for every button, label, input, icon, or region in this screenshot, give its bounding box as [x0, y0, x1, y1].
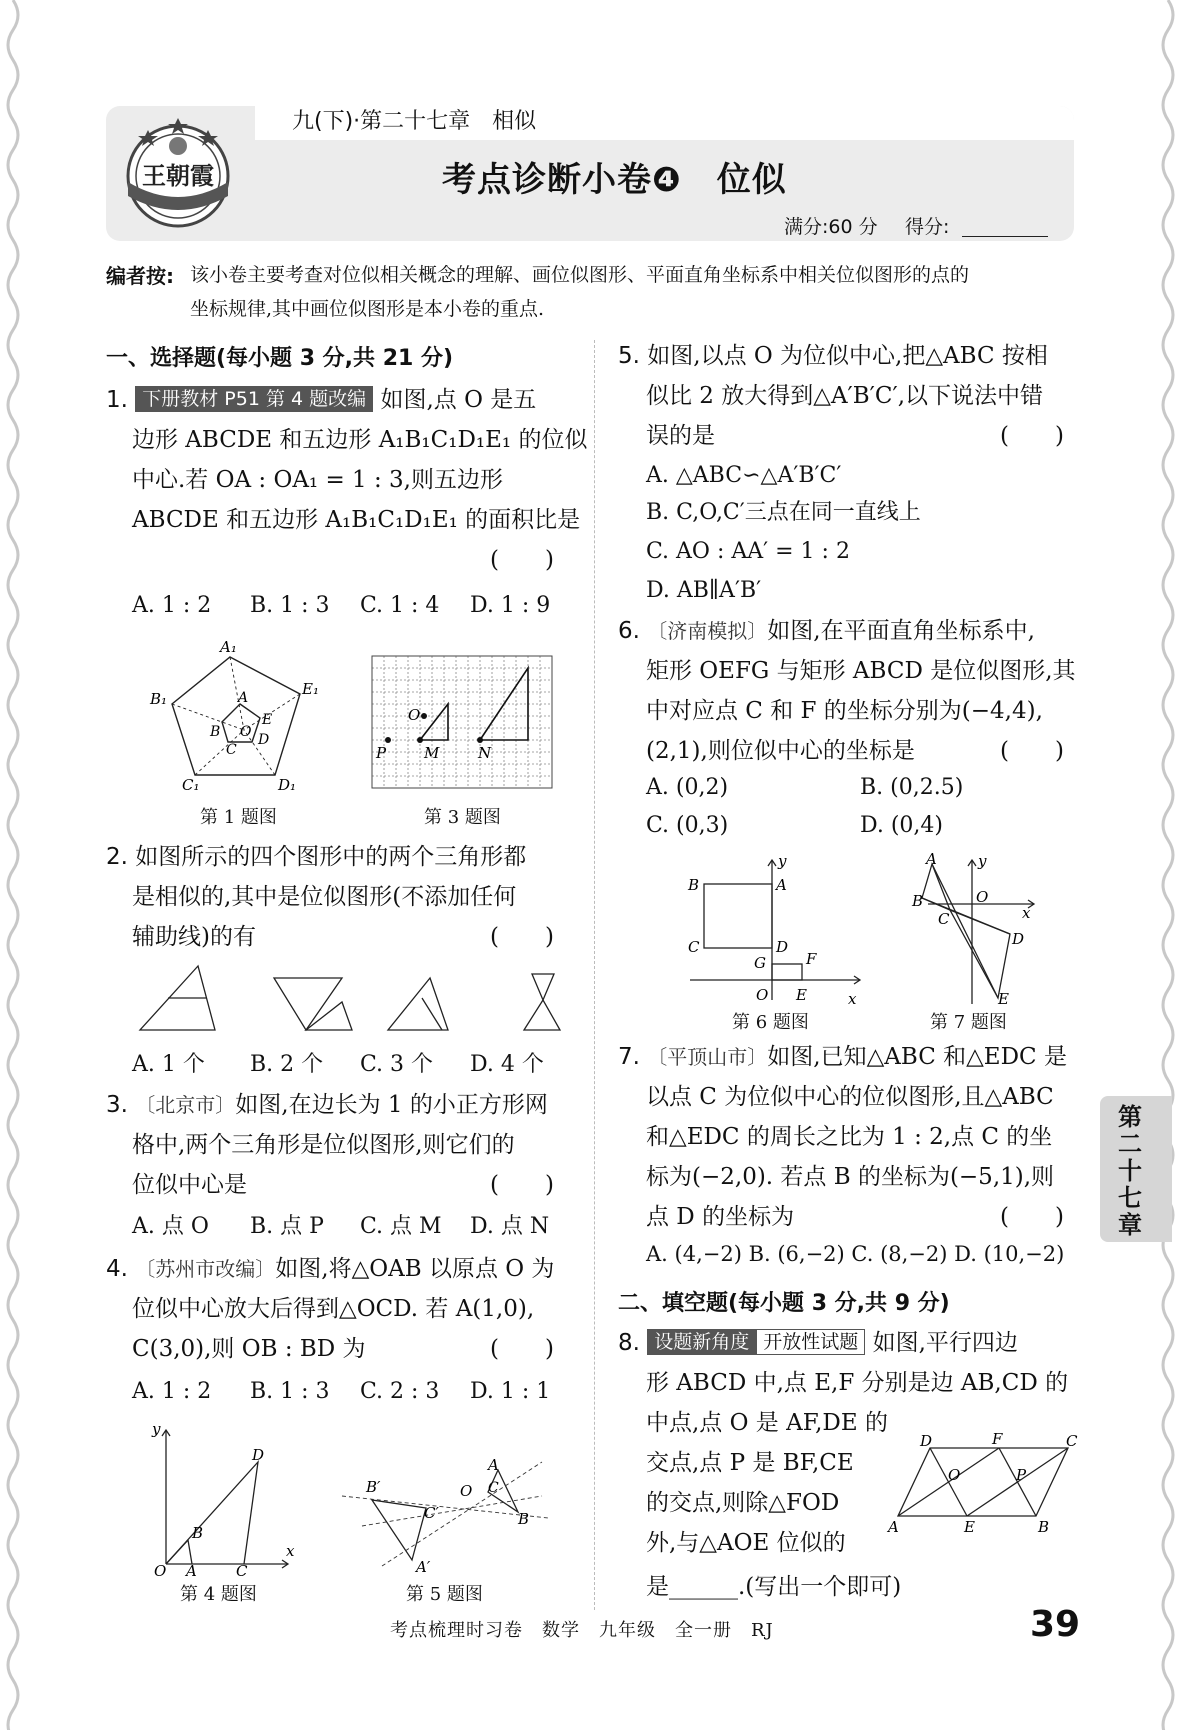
q4-option-a[interactable]: A. 1 : 2	[132, 1379, 212, 1404]
svg-text:D: D	[776, 938, 789, 956]
q8-line5: 的交点,则除△FOD	[646, 1490, 840, 1516]
svg-text:M: M	[424, 744, 440, 762]
q5-option-b[interactable]: B. C,O,C′三点在同一直线上	[646, 500, 921, 525]
section1-title: 一、选择题(每小题 3 分,共 21 分)	[106, 346, 454, 371]
q5-answer-paren[interactable]: ( )	[1000, 423, 1064, 449]
editor-note-line2: 坐标规律,其中画位似图形是本小卷的重点.	[190, 298, 545, 320]
q5-number: 5.	[618, 343, 640, 369]
q3-line1	[106, 1086, 548, 1125]
svg-text:y: y	[978, 852, 987, 870]
q2-line1	[106, 838, 526, 877]
q6-line3: 中对应点 C 和 F 的坐标分别为(−4,4),	[646, 698, 1043, 724]
chapter-side-tab-label: 第二十七章	[1118, 1103, 1142, 1239]
svg-text:E: E	[998, 990, 1009, 1008]
editor-note-label: 编者按:	[106, 264, 174, 288]
q5-line1	[618, 337, 1048, 376]
svg-text:B: B	[210, 724, 221, 740]
svg-text:O: O	[460, 1482, 473, 1500]
svg-text:x: x	[848, 990, 857, 1008]
q1-line4: ABCDE 和五边形 A₁B₁C₁D₁E₁ 的面积比是	[132, 507, 581, 533]
q6-line4: (2,1),则位似中心的坐标是	[646, 738, 915, 764]
svg-text:O: O	[240, 724, 252, 740]
q6-text1: 如图,在平面直角坐标系中,	[767, 618, 1035, 644]
figure-3-grid	[368, 652, 560, 796]
svg-text:E: E	[262, 712, 273, 728]
q2-answer-paren[interactable]: ( )	[490, 924, 554, 950]
figure-5-triangles	[342, 1456, 548, 1574]
svg-text:A: A	[926, 850, 937, 868]
q2-option-d[interactable]: D. 4 个	[470, 1052, 544, 1077]
q4-line1	[106, 1250, 554, 1289]
q1-line1	[106, 381, 536, 420]
q4-option-d[interactable]: D. 1 : 1	[470, 1379, 551, 1404]
svg-text:E₁: E₁	[302, 680, 319, 698]
svg-text:A: A	[888, 1518, 899, 1536]
q7-line2: 以点 C 为位似中心的位似图形,且△ABC	[646, 1084, 1054, 1110]
q1-answer-paren[interactable]: ( )	[490, 547, 554, 573]
svg-text:C: C	[1066, 1432, 1078, 1450]
svg-text:D: D	[920, 1432, 933, 1450]
q8-tag-new-angle: 设题新角度	[647, 1329, 756, 1355]
svg-text:P: P	[1016, 1466, 1027, 1484]
svg-text:C: C	[938, 910, 950, 928]
svg-text:A′: A′	[416, 1558, 431, 1576]
editor-note-line1: 该小卷主要考查对位似相关概念的理解、画位似图形、平面直角坐标系中相关位似图形的点的	[190, 264, 970, 286]
svg-text:C: C	[488, 1480, 499, 1496]
q3-option-a[interactable]: A. 点 O	[132, 1214, 209, 1239]
q1-source-tag: 下册教材 P51 第 4 题改编	[135, 386, 373, 412]
q4-source: 〔苏州市改编〕	[135, 1257, 276, 1281]
q6-source: 〔济南模拟〕	[647, 619, 768, 643]
svg-text:y: y	[778, 852, 787, 870]
score-blank[interactable]	[962, 236, 1048, 237]
right-wavy-border	[1155, 0, 1181, 1730]
svg-text:A: A	[238, 690, 249, 706]
svg-text:C: C	[226, 742, 237, 758]
svg-text:B′: B′	[366, 1478, 381, 1496]
q4-answer-paren[interactable]: ( )	[490, 1336, 554, 1362]
q1-option-a[interactable]: A. 1 : 2	[132, 593, 212, 618]
q2-line3: 辅助线)的有	[132, 924, 256, 950]
q6-option-b[interactable]: B. (0,2.5)	[860, 775, 964, 800]
q6-answer-paren[interactable]: ( )	[1000, 738, 1064, 764]
figure-4-caption: 第 4 题图	[180, 1584, 257, 1605]
full-score: 满分:60 分	[784, 216, 878, 238]
q1-line3: 中心.若 OA : OA₁ = 1 : 3,则五边形	[132, 467, 503, 493]
figure-4-axes	[148, 1420, 298, 1580]
q3-line3: 位似中心是	[132, 1172, 247, 1198]
svg-text:B: B	[688, 876, 700, 894]
svg-text:D: D	[252, 1446, 265, 1464]
figure-5-caption: 第 5 题图	[406, 1584, 483, 1605]
q1-option-b[interactable]: B. 1 : 3	[250, 593, 330, 618]
svg-text:x: x	[1022, 904, 1031, 922]
q8-tag-open: 开放性试题	[756, 1329, 865, 1355]
svg-text:B: B	[912, 892, 924, 910]
q7-answer-paren[interactable]: ( )	[1000, 1204, 1064, 1230]
svg-text:O: O	[408, 706, 421, 724]
q8-text1: 如图,平行四边	[872, 1330, 1018, 1356]
q7-line4: 标为(−2,0). 若点 B 的坐标为(−5,1),则	[646, 1164, 1055, 1190]
figure-7-triangles	[904, 850, 1044, 1008]
svg-text:C′: C′	[424, 1504, 439, 1522]
figure-1-pentagons	[140, 632, 340, 794]
q4-text1: 如图,将△OAB 以原点 O 为	[275, 1256, 555, 1282]
q4-line2: 位似中心放大后得到△OCD. 若 A(1,0),	[132, 1296, 535, 1322]
svg-text:D: D	[258, 732, 270, 748]
svg-text:O: O	[154, 1562, 167, 1580]
figure-2-four-triangle-pairs	[130, 962, 570, 1036]
svg-text:C: C	[688, 938, 700, 956]
q8-line7[interactable]: 是______.(写出一个即可)	[646, 1574, 902, 1600]
q7-text1: 如图,已知△ABC 和△EDC 是	[767, 1044, 1067, 1070]
q3-answer-paren[interactable]: ( )	[490, 1172, 554, 1198]
q6-option-a[interactable]: A. (0,2)	[646, 775, 729, 800]
q2-option-c[interactable]: C. 3 个	[360, 1052, 434, 1077]
paper-title: 考点诊断小卷❹ 位似	[442, 160, 787, 200]
svg-text:O: O	[976, 888, 989, 906]
figure-7-caption: 第 7 题图	[930, 1012, 1007, 1033]
q6-option-c[interactable]: C. (0,3)	[646, 813, 729, 838]
svg-text:G: G	[754, 954, 766, 972]
q7-line5: 点 D 的坐标为	[646, 1204, 795, 1230]
svg-text:B: B	[192, 1524, 204, 1542]
score-label: 得分:	[905, 216, 950, 238]
left-wavy-border	[0, 0, 26, 1730]
q6-number: 6.	[618, 618, 640, 644]
q8-line1	[618, 1324, 1018, 1363]
svg-text:C₁: C₁	[182, 776, 200, 794]
q5-option-c[interactable]: C. AO : AA′ = 1 : 2	[646, 539, 850, 564]
q7-number: 7.	[618, 1044, 640, 1070]
page-number: 39	[1030, 1604, 1081, 1645]
svg-text:D: D	[1012, 930, 1025, 948]
q3-text1: 如图,在边长为 1 的小正方形网	[235, 1092, 548, 1118]
q5-line3: 误的是	[646, 423, 715, 449]
column-divider	[594, 340, 595, 1610]
q1-line2: 边形 ABCDE 和五边形 A₁B₁C₁D₁E₁ 的位似	[132, 427, 588, 453]
svg-text:D₁: D₁	[278, 776, 297, 794]
q3-option-d[interactable]: D. 点 N	[470, 1214, 550, 1239]
q6-option-d[interactable]: D. (0,4)	[860, 813, 943, 838]
q5-option-d[interactable]: D. AB∥A′B′	[646, 578, 762, 603]
svg-text:A: A	[776, 876, 787, 894]
q5-line2: 似比 2 放大得到△A′B′C′,以下说法中错	[646, 383, 1044, 409]
svg-text:F: F	[806, 950, 817, 968]
q2-line2: 是相似的,其中是位似图形(不添加任何	[132, 884, 517, 910]
q8-line3: 中点,点 O 是 AF,DE 的	[646, 1410, 888, 1436]
q3-number: 3.	[106, 1092, 128, 1118]
q2-text1: 如图所示的四个图形中的两个三角形都	[135, 844, 527, 870]
q1-text1: 如图,点 O 是五	[380, 387, 537, 413]
svg-text:y: y	[152, 1420, 161, 1438]
q1-option-d[interactable]: D. 1 : 9	[470, 593, 551, 618]
q5-text1: 如图,以点 O 为位似中心,把△ABC 按相	[647, 343, 1048, 369]
svg-text:O: O	[756, 986, 769, 1004]
svg-text:P: P	[376, 744, 387, 762]
q3-line2: 格中,两个三角形是位似图形,则它们的	[132, 1132, 515, 1158]
svg-text:B: B	[518, 1510, 530, 1528]
publisher-logo	[118, 112, 238, 232]
q8-line6: 外,与△AOE 位似的	[646, 1530, 846, 1556]
q4-line3: C(3,0),则 OB : BD 为	[132, 1336, 366, 1362]
q1-number: 1.	[106, 387, 128, 413]
q8-line2: 形 ABCD 中,点 E,F 分别是边 AB,CD 的	[646, 1370, 1069, 1396]
q8-line4: 交点,点 P 是 BF,CE	[646, 1450, 854, 1476]
figure-6-rectangles	[684, 854, 864, 1006]
footer-text: 考点梳理时习卷 数学 九年级 全一册 RJ	[390, 1620, 774, 1641]
svg-text:N: N	[478, 744, 492, 762]
figure-8-parallelogram	[890, 1432, 1082, 1536]
chapter-title: 九(下)·第二十七章 相似	[292, 109, 537, 134]
q7-source: 〔平顶山市〕	[647, 1045, 768, 1069]
svg-text:B: B	[1038, 1518, 1050, 1536]
q6-line2: 矩形 OEFG 与矩形 ABCD 是位似图形,其	[646, 658, 1076, 684]
q2-number: 2.	[106, 844, 128, 870]
figure-3-caption: 第 3 题图	[424, 807, 501, 828]
q6-line1	[618, 612, 1035, 651]
q4-option-c[interactable]: C. 2 : 3	[360, 1379, 440, 1404]
q8-number: 8.	[618, 1330, 640, 1356]
q7-line3: 和△EDC 的周长之比为 1 : 2,点 C 的坐	[646, 1124, 1053, 1150]
section2-title: 二、填空题(每小题 3 分,共 9 分)	[618, 1291, 950, 1316]
figure-6-caption: 第 6 题图	[732, 1012, 809, 1033]
svg-text:A: A	[186, 1562, 197, 1580]
q7-options[interactable]: A. (4,−2) B. (6,−2) C. (8,−2) D. (10,−2)	[646, 1242, 1065, 1266]
q7-line1	[618, 1038, 1067, 1077]
svg-text:O: O	[948, 1466, 961, 1484]
logo-text: 王朝霞	[142, 161, 214, 190]
q3-option-b[interactable]: B. 点 P	[250, 1214, 324, 1239]
svg-text:F: F	[992, 1430, 1003, 1448]
q2-option-a[interactable]: A. 1 个	[132, 1052, 205, 1077]
q5-option-a[interactable]: A. △ABC∽△A′B′C′	[646, 463, 842, 488]
svg-text:A₁: A₁	[220, 638, 237, 656]
svg-text:C: C	[236, 1562, 248, 1580]
q4-option-b[interactable]: B. 1 : 3	[250, 1379, 330, 1404]
q3-source: 〔北京市〕	[135, 1093, 236, 1117]
q4-number: 4.	[106, 1256, 128, 1282]
svg-text:x: x	[286, 1542, 295, 1560]
figure-1-caption: 第 1 题图	[200, 807, 277, 828]
q1-option-c[interactable]: C. 1 : 4	[360, 593, 440, 618]
q3-option-c[interactable]: C. 点 M	[360, 1214, 442, 1239]
q2-option-b[interactable]: B. 2 个	[250, 1052, 324, 1077]
svg-text:E: E	[796, 986, 807, 1004]
svg-text:A: A	[488, 1456, 499, 1474]
svg-text:E: E	[964, 1518, 975, 1536]
svg-text:B₁: B₁	[150, 690, 168, 708]
